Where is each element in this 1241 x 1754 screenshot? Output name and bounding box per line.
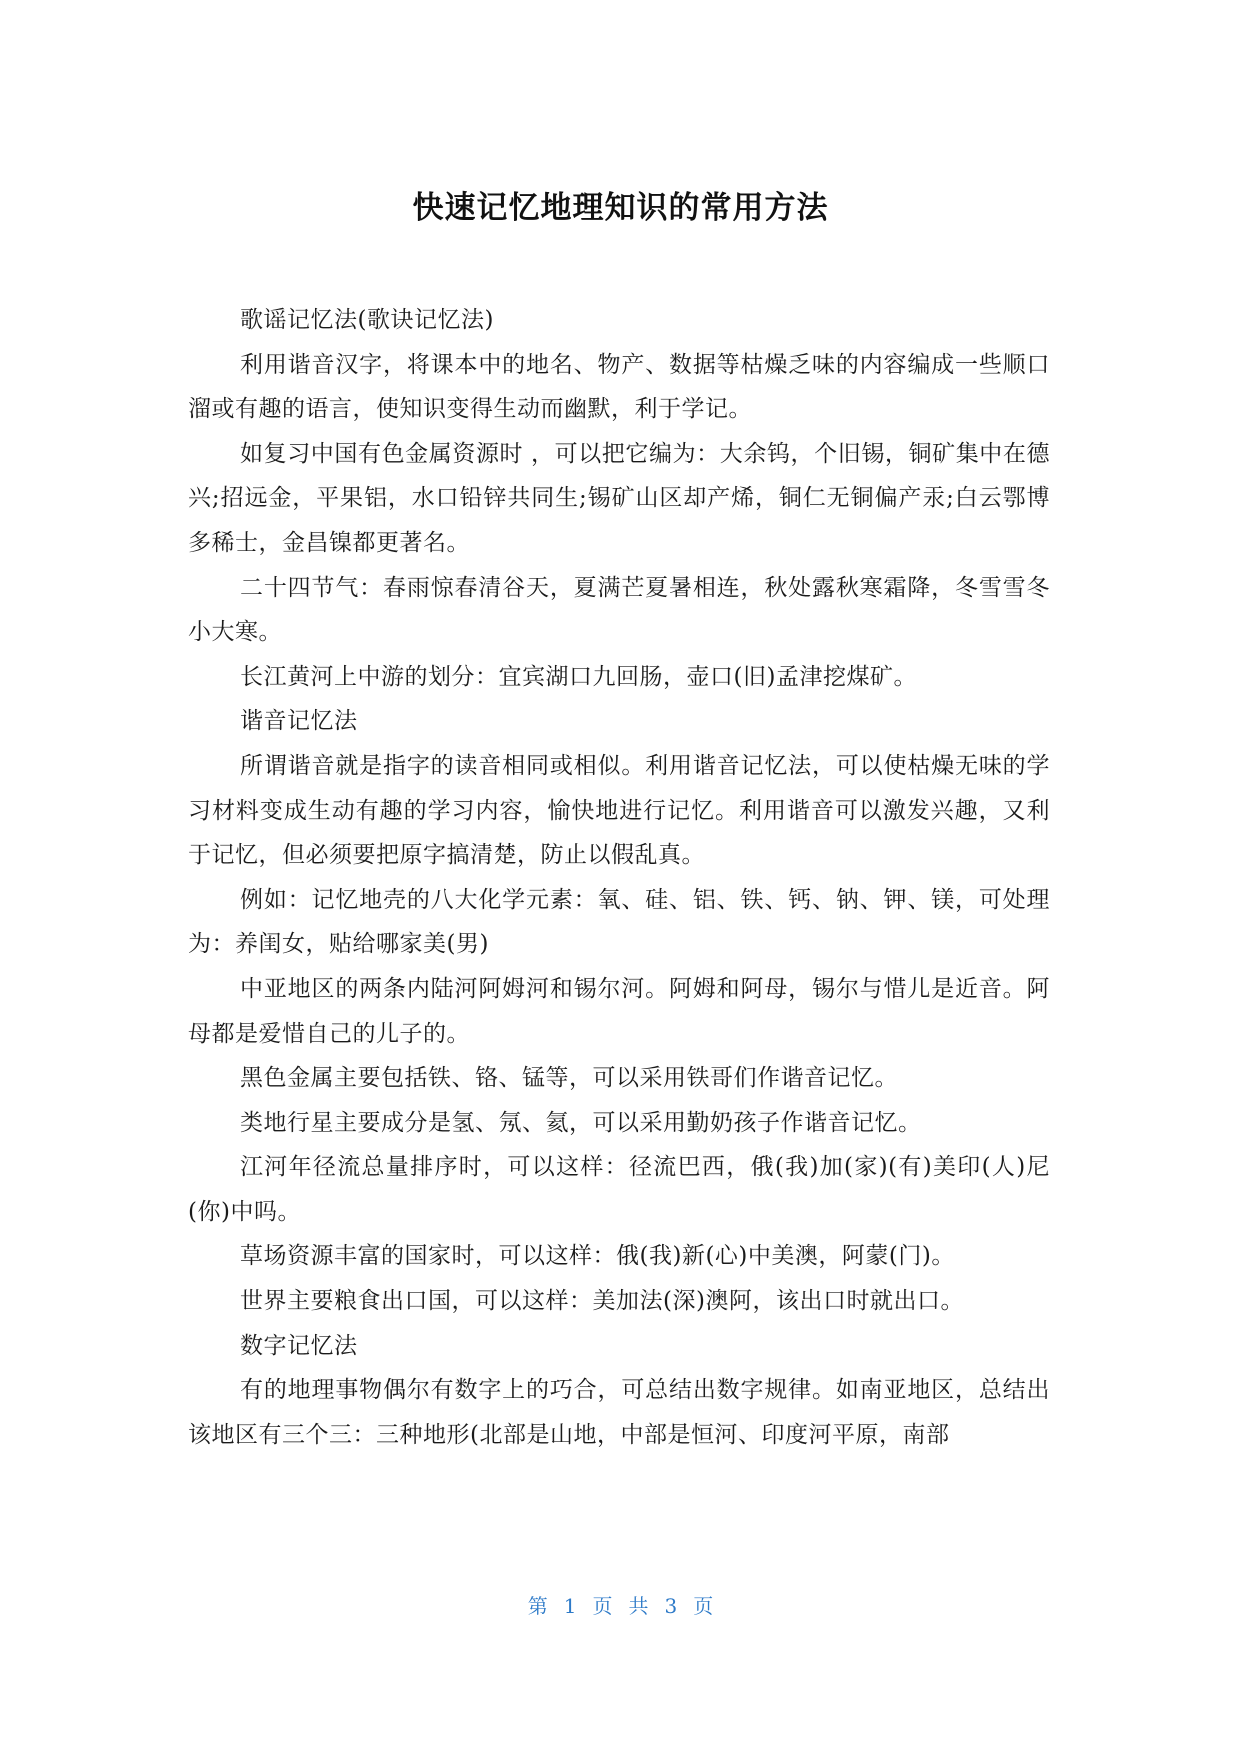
paragraph: 江河年径流总量排序时，可以这样：径流巴西，俄(我)加(家)(有)美印(人)尼(你)中吗。	[188, 1154, 1050, 1225]
paragraph: 如复习中国有色金属资源时 ，可以把它编为：大余钨，个旧锡，铜矿集中在德兴;招远金，平果铝，水口铅锌共同生;锡矿山区却产烯，铜仁无铜偏产汞;白云鄂博多稀士，金昌镍都更著名。	[188, 440, 1050, 556]
section-heading: 数字记忆法	[240, 1332, 358, 1359]
paragraph: 有的地理事物偶尔有数字上的巧合，可总结出数字规律。如南亚地区，总结出该地区有三个三：三种地形(北部是山地，中部是恒河、印度河平原，南部	[188, 1377, 1050, 1448]
document-body	[188, 298, 1050, 1457]
paragraph: 长江黄河上中游的划分：宜宾湖口九回肠，壶口(旧)孟津挖煤矿。	[240, 663, 917, 690]
document-title: 快速记忆地理知识的常用方法	[412, 190, 829, 226]
paragraph: 二十四节气：春雨惊春清谷天，夏满芒夏暑相连，秋处露秋寒霜降，冬雪雪冬小大寒。	[188, 574, 1050, 646]
section-heading: 谐音记忆法	[240, 708, 358, 735]
footer-page-number: 1	[563, 1594, 577, 1618]
paragraph: 例如：记忆地壳的八大化学元素：氧、硅、铝、铁、钙、钠、钾、镁，可处理为：养闺女，贴给哪家美(男)	[188, 886, 1050, 958]
paragraph: 类地行星主要成分是氢、氖、氦，可以采用勤奶孩子作谐音记忆。	[240, 1109, 922, 1136]
footer-page-suffix: 页	[592, 1594, 613, 1618]
footer-total-pages: 3	[664, 1594, 678, 1618]
paragraph: 利用谐音汉字，将课本中的地名、物产、数据等枯燥乏味的内容编成一些顺口溜或有趣的语言，使知识变得生动而幽默，利于学记。	[188, 351, 1050, 423]
footer-total-word: 共	[628, 1594, 649, 1618]
paragraph: 黑色金属主要包括铁、铬、锰等，可以采用铁哥们作谐音记忆。	[240, 1065, 898, 1092]
footer-page-word: 第	[527, 1594, 548, 1618]
paragraph: 歌谣记忆法(歌诀记忆法)	[240, 307, 494, 333]
paragraph: 中亚地区的两条内陆河阿姆河和锡尔河。阿姆和阿母，锡尔与惜儿是近音。阿母都是爱惜自己的儿子的。	[188, 975, 1050, 1047]
paragraph: 世界主要粮食出口国，可以这样：美加法(深)澳阿，该出口时就出口。	[240, 1288, 964, 1315]
page-footer	[0, 1592, 1241, 1620]
paragraph: 所谓谐音就是指字的读音相同或相似。利用谐音记忆法，可以使枯燥无味的学习材料变成生动有趣的学习内容，愉快地进行记忆。利用谐音可以激发兴趣，又利于记忆，但必须要把原字搞清楚，防止以假乱真。	[188, 752, 1050, 869]
footer-total-suffix: 页	[693, 1594, 714, 1618]
paragraph: 草场资源丰富的国家时，可以这样：俄(我)新(心)中美澳，阿蒙(门)。	[240, 1243, 955, 1270]
